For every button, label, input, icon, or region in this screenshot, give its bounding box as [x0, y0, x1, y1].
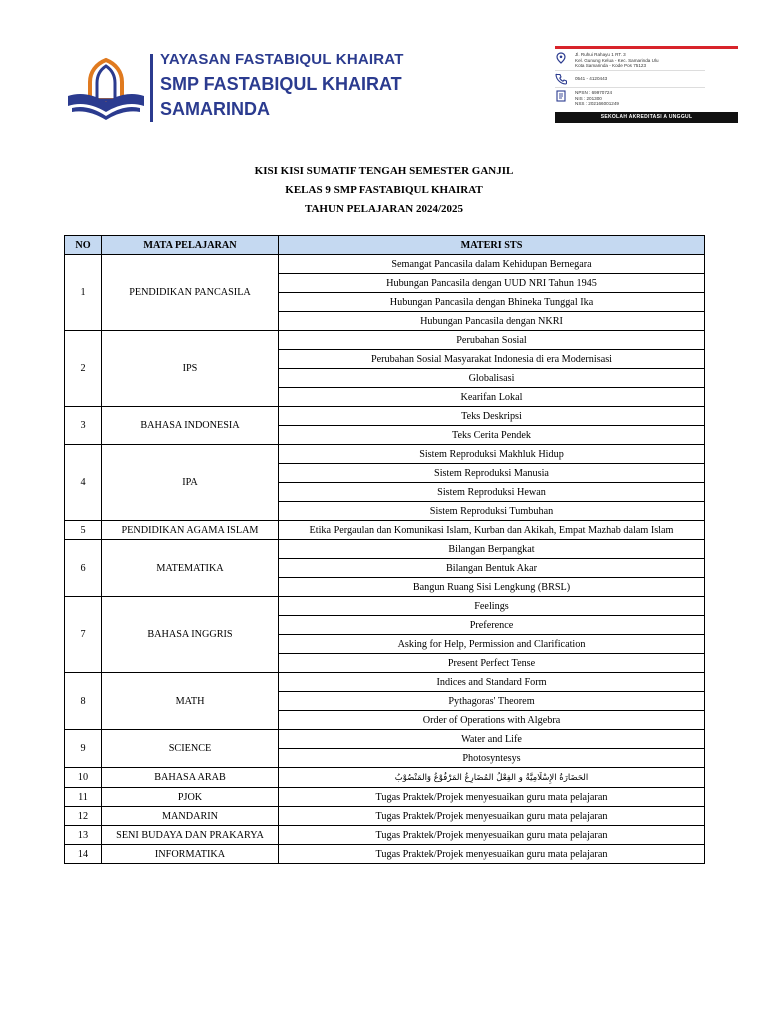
material-item: Preference	[279, 616, 705, 635]
material-item: Indices and Standard Form	[279, 673, 705, 692]
material-item: Tugas Praktek/Projek menyesuaikan guru mata pelajaran	[279, 788, 705, 807]
material-item: Asking for Help, Permission and Clarification	[279, 635, 705, 654]
document-id-icon	[555, 90, 567, 102]
table-row	[65, 445, 705, 464]
row-number: 8	[65, 673, 102, 730]
letterhead	[66, 50, 706, 140]
material-item: Semangat Pancasila dalam Kehidupan Bernegara	[279, 255, 705, 274]
phone-icon	[555, 73, 567, 85]
subject-name: BAHASA ARAB	[102, 768, 279, 788]
row-number: 5	[65, 521, 102, 540]
subject-name: SCIENCE	[102, 730, 279, 768]
material-item: Hubungan Pancasila dengan UUD NRI Tahun 1945	[279, 274, 705, 293]
material-item: Tugas Praktek/Projek menyesuaikan guru mata pelajaran	[279, 845, 705, 864]
table-header-row	[65, 236, 705, 255]
subject-name: MATH	[102, 673, 279, 730]
subject-name: BAHASA INGGRIS	[102, 597, 279, 673]
subject-name: IPS	[102, 331, 279, 407]
row-number: 1	[65, 255, 102, 331]
material-item: Tugas Praktek/Projek menyesuaikan guru mata pelajaran	[279, 826, 705, 845]
address-line-1: Jl. Ruhui Rahayu 1 RT. 3	[575, 52, 626, 57]
header-material: MATERI STS	[279, 236, 705, 255]
material-item: الحَضَارَةُ الإِسْلَامِيَّةُ و الفِعْلُ المُضَارِعُ المَرْفُوْعُ وَالمَنْصُوْبُ	[279, 768, 705, 788]
material-item: Sistem Reproduksi Tumbuhan	[279, 502, 705, 521]
subject-name: PJOK	[102, 788, 279, 807]
divider	[150, 54, 153, 122]
row-number: 6	[65, 540, 102, 597]
material-item: Perubahan Sosial Masyarakat Indonesia di era Modernisasi	[279, 350, 705, 369]
material-item: Present Perfect Tense	[279, 654, 705, 673]
material-item: Sistem Reproduksi Makhluk Hidup	[279, 445, 705, 464]
school-name: SMP FASTABIQUL KHAIRAT	[160, 74, 402, 94]
material-item: Sistem Reproduksi Manusia	[279, 464, 705, 483]
nis: NIS : 201300	[575, 95, 602, 101]
subject-name: BAHASA INDONESIA	[102, 407, 279, 445]
school-logo	[66, 56, 146, 122]
material-item: Teks Cerita Pendek	[279, 426, 705, 445]
row-number: 7	[65, 597, 102, 673]
accreditation-badge: SEKOLAH AKREDITASI A UNGGUL	[555, 112, 738, 123]
row-number: 11	[65, 788, 102, 807]
subject-name: IPA	[102, 445, 279, 521]
row-number: 13	[65, 826, 102, 845]
material-item: Etika Pergaulan dan Komunikasi Islam, Kurban dan Akikah, Empat Mazhab dalam Islam	[279, 521, 705, 540]
material-item: Water and Life	[279, 730, 705, 749]
material-item: Perubahan Sosial	[279, 331, 705, 350]
table-row	[65, 331, 705, 350]
table-row	[65, 597, 705, 616]
foundation-name: YAYASAN FASTABIQUL KHAIRAT	[160, 51, 404, 68]
table-row	[65, 540, 705, 559]
table-row	[65, 730, 705, 749]
table-row	[65, 673, 705, 692]
subject-name: PENDIDIKAN PANCASILA	[102, 255, 279, 331]
subject-name: PENDIDIKAN AGAMA ISLAM	[102, 521, 279, 540]
location-icon	[555, 52, 567, 64]
row-number: 14	[65, 845, 102, 864]
row-number: 2	[65, 331, 102, 407]
subject-name: MANDARIN	[102, 807, 279, 826]
header-no: NO	[65, 236, 102, 255]
material-item: Order of Operations with Algebra	[279, 711, 705, 730]
table-row	[65, 521, 705, 540]
material-item: Bilangan Berpangkat	[279, 540, 705, 559]
phone-number: 0541 - 4120443	[575, 76, 608, 81]
nss: NSS : 202166001249	[575, 101, 619, 107]
material-item: Feelings	[279, 597, 705, 616]
row-number: 4	[65, 445, 102, 521]
city-name: SAMARINDA	[160, 99, 270, 119]
material-item: Teks Deskripsi	[279, 407, 705, 426]
material-item: Tugas Praktek/Projek menyesuaikan guru mata pelajaran	[279, 807, 705, 826]
red-rule	[555, 46, 738, 49]
title-line-1: KISI KISI SUMATIF TENGAH SEMESTER GANJIL	[254, 165, 514, 177]
organization-name	[160, 52, 404, 118]
header-subject: MATA PELAJARAN	[102, 236, 279, 255]
contact-block	[555, 46, 738, 126]
document-title	[0, 162, 768, 219]
material-item: Pythagoras' Theorem	[279, 692, 705, 711]
material-item: Bangun Ruang Sisi Lengkung (BRSL)	[279, 578, 705, 597]
material-item: Photosyntesys	[279, 749, 705, 768]
sts-grid-table	[64, 235, 705, 864]
table-row	[65, 768, 705, 788]
table-row	[65, 407, 705, 426]
material-item: Sistem Reproduksi Hewan	[279, 483, 705, 502]
title-line-2: KELAS 9 SMP FASTABIQUL KHAIRAT	[285, 184, 483, 196]
row-number: 12	[65, 807, 102, 826]
subject-name: INFORMATIKA	[102, 845, 279, 864]
material-item: Hubungan Pancasila dengan NKRI	[279, 312, 705, 331]
material-item: Globalisasi	[279, 369, 705, 388]
address-line-2: Kel. Gunung Kelua - Kec. Samarinda Ulu	[575, 57, 659, 63]
table-row	[65, 845, 705, 864]
table-row	[65, 788, 705, 807]
row-number: 10	[65, 768, 102, 788]
npsn: NPSN : 69970724	[575, 90, 613, 95]
table-row	[65, 807, 705, 826]
material-item: Kearifan Lokal	[279, 388, 705, 407]
table-row	[65, 826, 705, 845]
material-item: Bilangan Bentuk Akar	[279, 559, 705, 578]
row-number: 9	[65, 730, 102, 768]
subject-name: MATEMATIKA	[102, 540, 279, 597]
address-line-3: Kota Samarinda - Kode Pos 75123	[575, 63, 646, 69]
material-item: Hubungan Pancasila dengan Bhineka Tunggal Ika	[279, 293, 705, 312]
title-line-3: TAHUN PELAJARAN 2024/2025	[304, 203, 464, 215]
table-row	[65, 255, 705, 274]
subject-name: SENI BUDAYA DAN PRAKARYA	[102, 826, 279, 845]
row-number: 3	[65, 407, 102, 445]
